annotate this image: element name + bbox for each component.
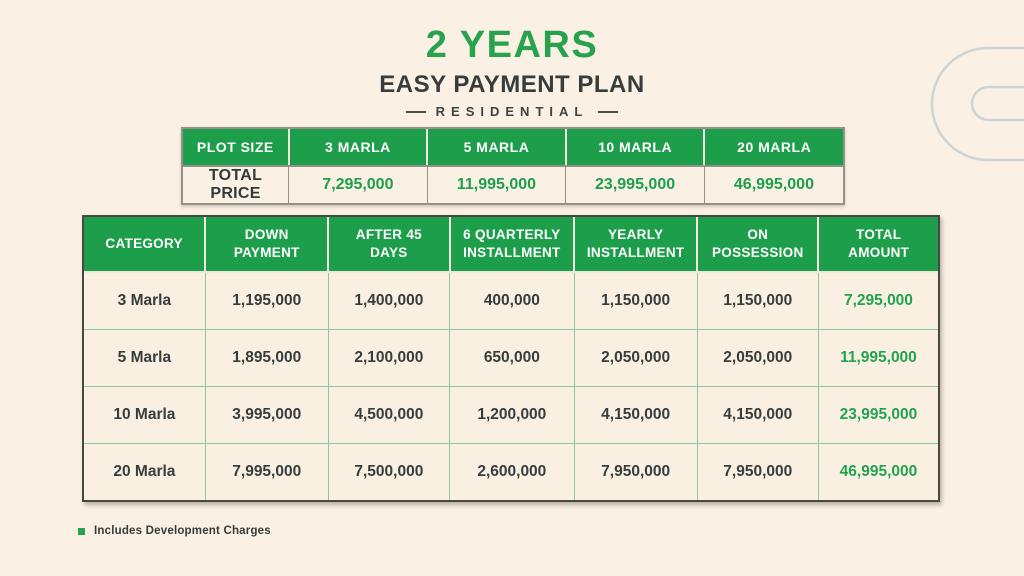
table-cell: 2,100,000 xyxy=(328,329,449,386)
payment-plan-header-row xyxy=(84,217,938,272)
column-header: ON POSSESSION xyxy=(697,217,818,272)
table-cell: 2,050,000 xyxy=(574,329,697,386)
table-row xyxy=(84,386,938,443)
page-title: 2 YEARS xyxy=(425,24,599,66)
column-header: 20 MARLA xyxy=(704,129,843,166)
table-cell: 1,200,000 xyxy=(450,386,575,443)
category-cell: 5 Marla xyxy=(84,329,205,386)
price-summary-table xyxy=(181,127,845,205)
table-cell: 1,150,000 xyxy=(697,272,818,329)
table-cell: 7,950,000 xyxy=(697,443,818,500)
table-cell: 46,995,000 xyxy=(733,176,814,193)
table-cell: 4,150,000 xyxy=(574,386,697,443)
column-header: YEARLY INSTALLMENT xyxy=(574,217,697,272)
column-header: 10 MARLA xyxy=(566,129,705,166)
table-row xyxy=(84,272,938,329)
category-cell: 10 Marla xyxy=(84,386,205,443)
category-label: RESIDENTIAL xyxy=(435,104,589,119)
table-cell: 2,050,000 xyxy=(697,329,818,386)
table-cell: 650,000 xyxy=(450,329,575,386)
table-cell: 3,995,000 xyxy=(205,386,328,443)
page-subtitle: EASY PAYMENT PLAN xyxy=(379,71,645,98)
row-label: TOTAL PRICE xyxy=(183,166,289,203)
category-label-row xyxy=(0,104,1024,119)
column-header: CATEGORY xyxy=(84,217,205,272)
payment-plan-table xyxy=(82,215,940,502)
table-row xyxy=(84,443,938,500)
table-cell: 23,995,000 xyxy=(566,166,705,203)
table-cell: 11,995,000 xyxy=(427,166,566,203)
total-amount-cell: 23,995,000 xyxy=(818,386,938,443)
column-header: TOTAL AMOUNT xyxy=(818,217,938,272)
table-cell: 1,150,000 xyxy=(574,272,697,329)
column-header: PLOT SIZE xyxy=(183,129,289,166)
title-block xyxy=(0,24,1024,119)
table-cell: 1,400,000 xyxy=(328,272,449,329)
column-header: 6 QUARTERLY INSTALLMENT xyxy=(450,217,575,272)
table-cell: 1,895,000 xyxy=(205,329,328,386)
total-amount-cell: 46,995,000 xyxy=(839,462,918,480)
table-cell: 7,500,000 xyxy=(328,443,449,500)
table-cell: 400,000 xyxy=(450,272,575,329)
dash-left-icon xyxy=(406,111,426,113)
dash-right-icon xyxy=(598,111,618,113)
footnote-text: Includes Development Charges xyxy=(94,525,271,537)
total-amount-cell: 7,295,000 xyxy=(818,272,938,329)
column-header: AFTER 45 DAYS xyxy=(328,217,449,272)
total-amount-cell: 11,995,000 xyxy=(818,329,938,386)
total-price-row xyxy=(183,166,843,203)
column-header: DOWN PAYMENT xyxy=(205,217,328,272)
table-cell: 4,500,000 xyxy=(328,386,449,443)
footnote xyxy=(78,525,271,537)
column-header: 3 MARLA xyxy=(289,129,428,166)
category-cell: 20 Marla xyxy=(84,443,205,500)
price-summary-header-row xyxy=(183,129,843,166)
table-row xyxy=(84,329,938,386)
table-cell: 7,950,000 xyxy=(574,443,697,500)
column-header: 5 MARLA xyxy=(427,129,566,166)
table-cell: 2,600,000 xyxy=(450,443,575,500)
footnote-bullet-icon xyxy=(78,528,85,535)
table-cell: 1,195,000 xyxy=(205,272,328,329)
table-cell: 7,995,000 xyxy=(205,443,328,500)
table-cell: 4,150,000 xyxy=(697,386,818,443)
category-cell: 3 Marla xyxy=(84,272,205,329)
table-cell: 7,295,000 xyxy=(289,166,428,203)
